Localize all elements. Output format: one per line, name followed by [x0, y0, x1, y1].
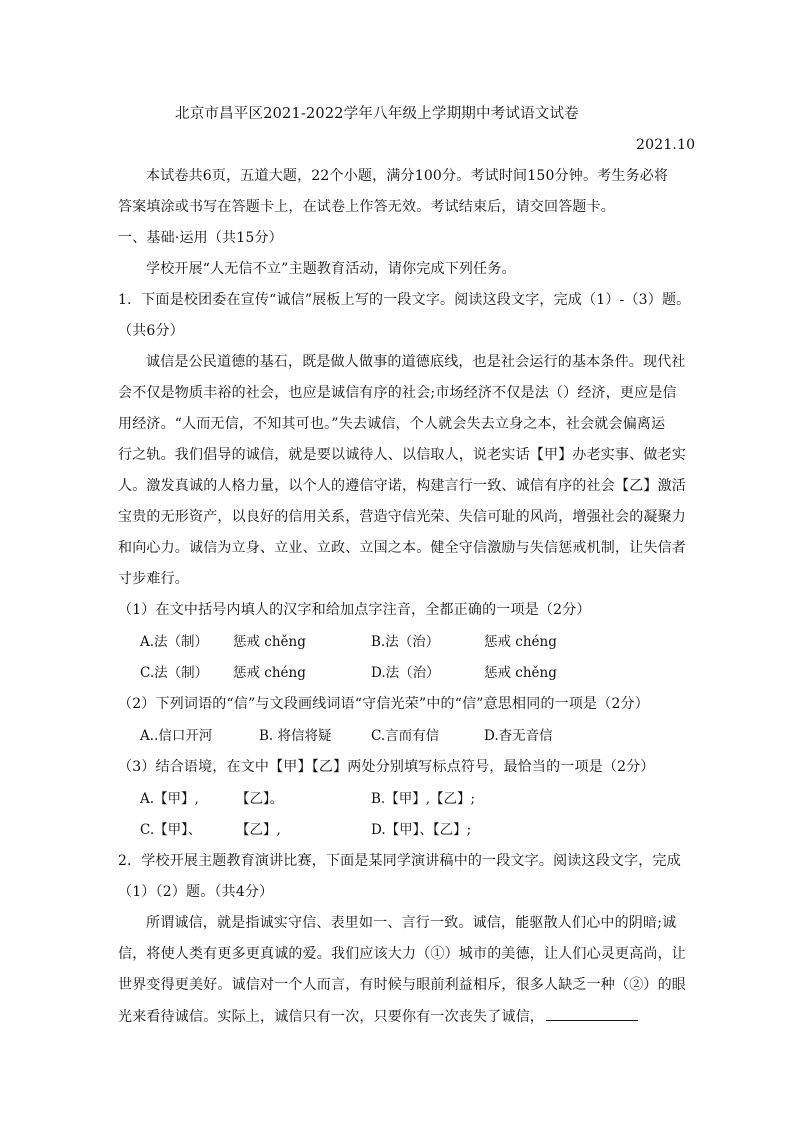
intro-line: 答案填涂或书写在答题卡上，在试卷上作答无效。考试结束后，请交回答题卡。: [118, 199, 615, 215]
passage-line: 诚信是公民道德的基石，既是做人做事的道德底线，也是社会运行的基本条件。现代社: [146, 354, 686, 370]
intro-line: 本试卷共6页，五道大题，22个小题，满分100分。考试时间150分钟。考生务必将: [146, 168, 669, 184]
option-c-detail: 惩戒 chéng: [233, 665, 306, 681]
option-a: A.【甲】,: [140, 791, 199, 807]
option-c: C.【甲】、: [140, 822, 202, 838]
option-b: B.【甲】,【乙】;: [371, 791, 476, 807]
passage-line: 宝贵的无形资产，以良好的信用关系，营造守信光荣、失信可耻的风尚，增强社会的凝聚力: [118, 509, 686, 525]
passage-line: 所谓诚信，就是指诚实守信、表里如一、言行一致。诚信，能驱散人们心中的阴暗;诚: [146, 915, 677, 931]
passage-line: 行之轨。我们倡导的诚信，就是要以诚待人、以信取人，说老实话【甲】办老实事、做老实: [118, 447, 686, 463]
question-stem: 2．学校开展主题教育演讲比赛，下面是某同学演讲稿中的一段文字。阅读这段文字，完成: [118, 853, 681, 869]
option-d: D.【甲】、【乙】;: [371, 822, 472, 838]
option-c-detail: 【乙】,: [236, 822, 281, 838]
passage-line: 和向心力。诚信为立身、立业、立政、立国之本。健全守信激励与失信惩戒机制，让失信者: [118, 540, 686, 556]
passage-line: 人。激发真诚的人格力量，以个人的遵信守诺，构建言行一致、诚信有序的社会【乙】激活: [118, 478, 686, 494]
passage-line: 用经济。“人而无信，不知其可也。”失去诚信，个人就会失去立身之本，社会就会偏离运: [118, 416, 666, 432]
option-d: D.杳无音信: [484, 728, 553, 744]
option-b-detail: 惩戒 chéng: [484, 634, 557, 650]
section-heading: 一、基础·运用（共15分）: [118, 230, 283, 246]
answer-blank: [546, 1006, 638, 1021]
question-stem: （共6分）: [118, 323, 184, 339]
option-a: A..信口开河: [140, 728, 213, 744]
passage-line: 会不仅是物质丰裕的社会，也应是诚信有序的社会;市场经济不仅是法（）经济，更应是信: [118, 385, 677, 401]
option-b: B.法（治）: [371, 634, 440, 650]
exam-date: 2021.10: [636, 137, 696, 153]
passage-line-with-blank: [118, 1006, 638, 1027]
passage-line: 世界变得更美好。诚信对一个人而言，有时候与眼前利益相斥，很多人缺乏一种（②）的眼: [118, 977, 686, 993]
option-d-detail: 惩戒 chěng: [484, 665, 557, 681]
subquestion-stem: （2）下列词语的“信”与文段画线词语“守信光荣”中的“信”意思相同的一项是（2分）: [118, 696, 649, 712]
question-stem: （1）（2）题。（共4分）: [118, 884, 274, 900]
passage-line: 信，将使人类有更多更真诚的爱。我们应该大力（①）城市的美德，让人们心灵更高尚，让: [118, 946, 686, 962]
task-intro: 学校开展“人无信不立”主题教育活动，请你完成下列任务。: [146, 261, 516, 277]
subquestion-stem: （3）结合语境，在文中【甲】【乙】两处分别填写标点符号，最恰当的一项是（2分）: [118, 759, 655, 775]
exam-title: 北京市昌平区2021-2022学年八年级上学期期中考试语文试卷: [175, 106, 579, 122]
option-c: C.言而有信: [371, 728, 440, 744]
option-a-detail: 惩戒 chěng: [233, 634, 306, 650]
subquestion-stem: （1）在文中括号内填人的汉字和给加点字注音，全都正确的一项是（2分）: [118, 602, 591, 618]
option-b: B. 将信将疑: [259, 728, 332, 744]
option-a: A.法（制）: [140, 634, 209, 650]
option-d: D.法（治）: [371, 665, 440, 681]
passage-line: 寸步难行。: [118, 571, 189, 587]
option-a-detail: 【乙】。: [236, 791, 284, 807]
question-stem: 1．下面是校团委在宣传“诚信”展板上写的一段文字。阅读这段文字，完成（1）-（3）题。: [118, 292, 691, 308]
passage-text: 光来看待诚信。实际上，诚信只有一次，只要你有一次丧失了诚信，: [118, 1009, 544, 1025]
option-c: C.法（制）: [140, 665, 209, 681]
